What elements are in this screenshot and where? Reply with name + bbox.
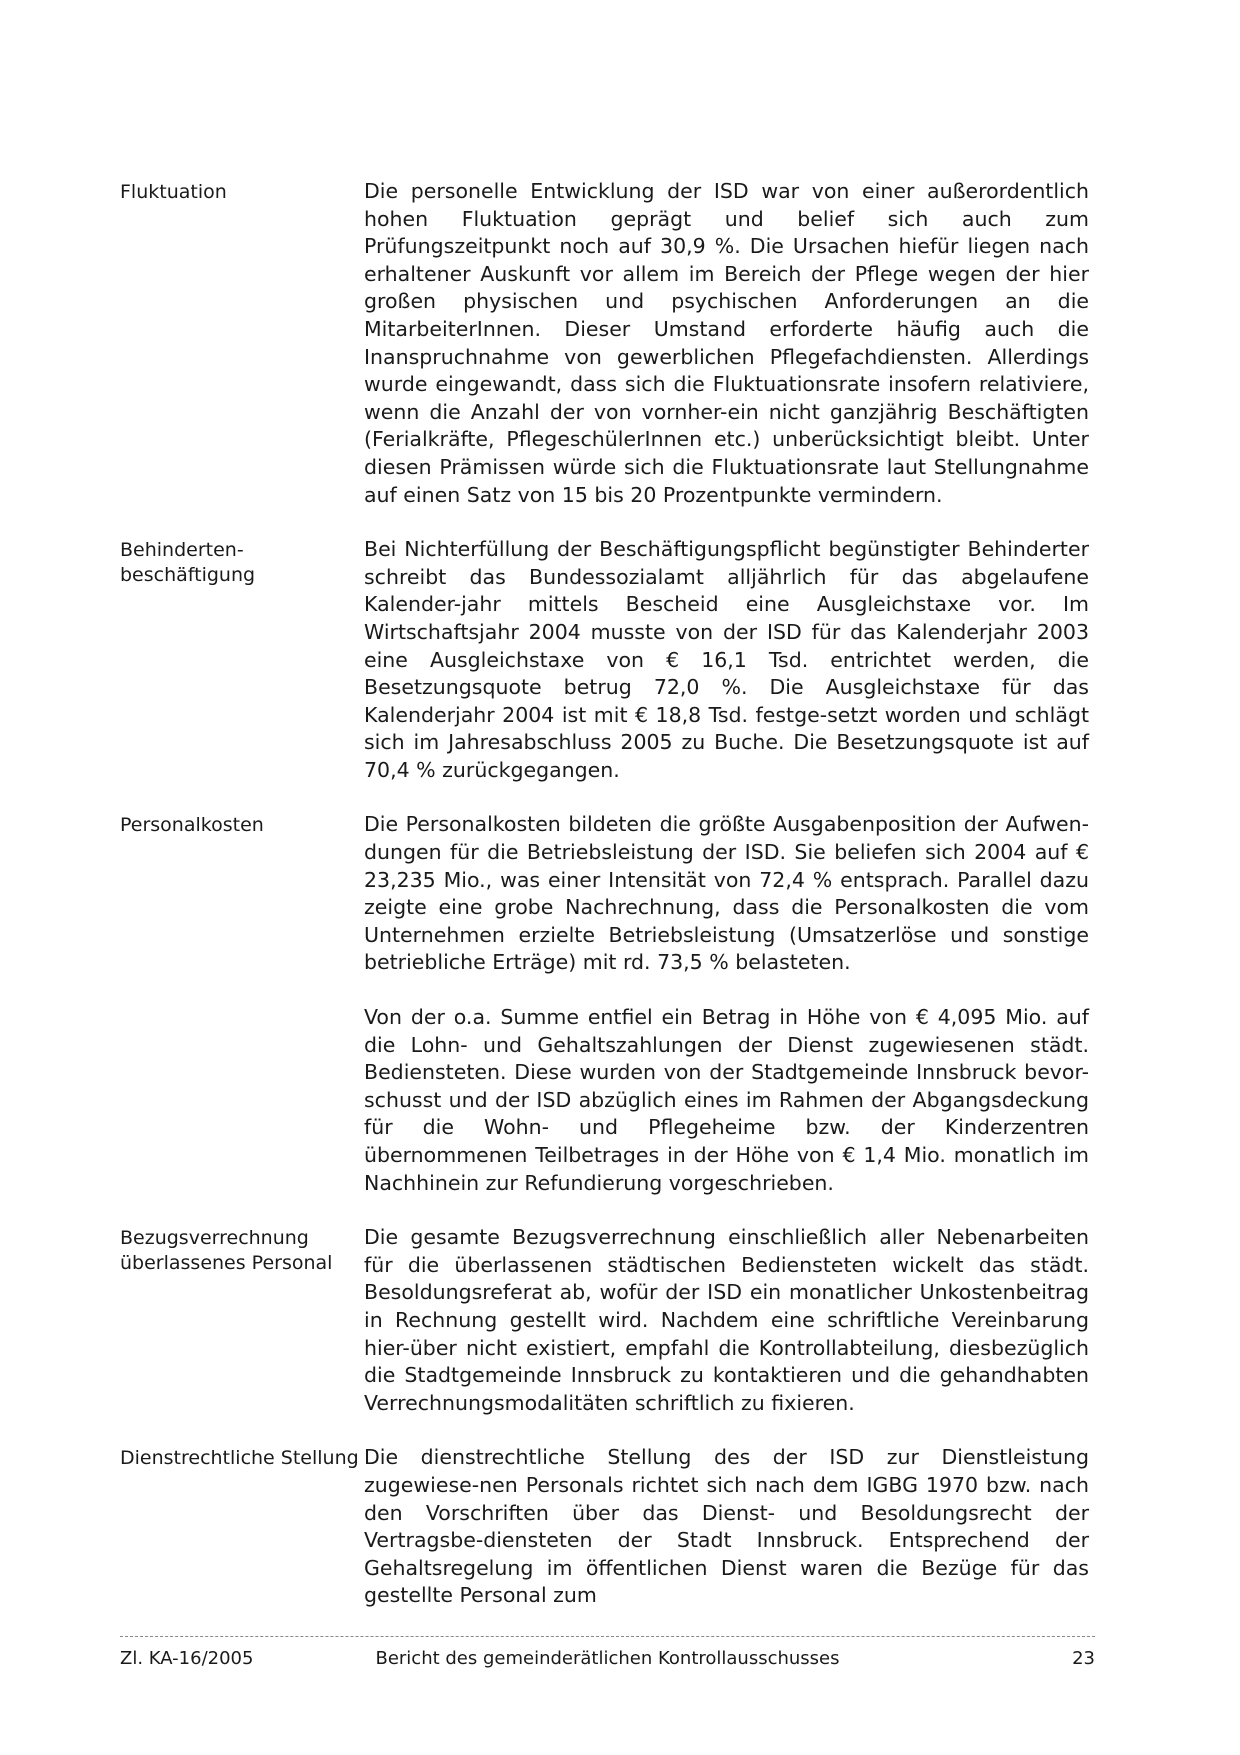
side-label-line: überlassenes Personal <box>120 1252 333 1275</box>
page-number: 23 <box>1072 1648 1095 1669</box>
paragraph: Bei Nichterfüllung der Beschäftigungspflicht begünstigter Behinderter schreibt das Bundessozialamt alljährlich für das abgelaufene Kalender-jahr mittels Bescheid eine Ausgleichstaxe vor. Im Wirtschaftsjahr 2004 musste von der ISD für das Kalenderjahr 2003 eine Ausgleichstaxe von € 16,1 Tsd. entrichtet werden, die Besetzungsquote betrug 72,0 %. Die Ausgleichstaxe für das Kalenderjahr 2004 ist mit € 18,8 Tsd. festge-setzt worden und schlägt sich im Jahresabschluss 2005 zu Buche. Die Besetzungsquote ist auf 70,4 % zurückgegangen. <box>364 537 1089 782</box>
side-label-line: Behinderten- <box>120 539 244 562</box>
section-body <box>364 1224 1089 1417</box>
section-behindertenbeschaeftigung <box>120 536 1095 784</box>
side-label-fluktuation <box>120 178 364 205</box>
paragraph: Die personelle Entwicklung der ISD war von einer außerordentlich hohen Fluktuation geprägt und belief sich auch zum Prüfungszeitpunkt noch auf 30,9 %. Die Ursachen hiefür liegen nach erhaltener Auskunft vor allem im Bereich der Pflege wegen der hier großen physischen und psychischen Anforderungen an die MitarbeiterInnen. Dieser Umstand erforderte häufig auch die Inanspruchnahme von gewerblichen Pflegefachdiensten. Allerdings wurde eingewandt, dass sich die Fluktuationsrate insofern relativiere, wenn die Anzahl der von vornher-ein nicht ganzjährig Beschäftigten (Ferialkräfte, PflegeschülerInnen etc.) unberücksichtigt bleibt. Unter diesen Prämissen würde sich die Fluktuationsrate laut Stellungnahme auf einen Satz von 15 bis 20 Prozentpunkte vermindern. <box>364 179 1089 507</box>
section-bezugsverrechnung <box>120 1224 1095 1417</box>
section-fluktuation <box>120 178 1095 509</box>
side-label-behindertenbeschaeftigung <box>120 536 364 588</box>
side-label-line: beschäftigung <box>120 564 256 587</box>
footer-title: Bericht des gemeinderätlichen Kontrollausschusses <box>375 1648 840 1669</box>
footer-divider <box>120 1636 1095 1637</box>
side-label-text: Fluktuation <box>120 181 227 203</box>
side-label-personalkosten <box>120 811 364 838</box>
paragraph: Die gesamte Bezugsverrechnung einschließlich aller Nebenarbeiten für die überlassenen städtischen Bediensteten wickelt das städt. Besoldungsreferat ab, wofür der ISD ein monatlicher Unkostenbeitrag in Rechnung gestellt wird. Nachdem eine schriftliche Vereinbarung hier-über nicht existiert, empfahl die Kontrollabteilung, diesbezüglich die Stadtgemeinde Innsbruck zu kontaktieren und die gehandhabten Verrechnungsmodalitäten schriftlich zu fixieren. <box>364 1225 1089 1415</box>
paragraph: Die Personalkosten bildeten die größte Ausgabenposition der Aufwen-dungen für die Betriebsleistung der ISD. Sie beliefen sich 2004 auf € 23,235 Mio., was einer Intensität von 72,4 % entsprach. Parallel dazu zeigte eine grobe Nachrechnung, dass die Personalkosten die vom Unternehmen erzielte Betriebsleistung (Umsatzerlöse und sonstige betriebliche Erträge) mit rd. 73,5 % belasteten. <box>364 812 1089 975</box>
side-label-bezugsverrechnung <box>120 1224 364 1276</box>
section-dienstrechtliche-stellung <box>120 1444 1095 1610</box>
section-body <box>364 811 1089 1197</box>
side-label-line: Bezugsverrechnung <box>120 1227 309 1250</box>
side-label-text: Personalkosten <box>120 814 264 837</box>
paragraph: Die dienstrechtliche Stellung des der ISD zur Dienstleistung zugewiese-nen Personals richtet sich nach dem IGBG 1970 bzw. nach den Vorschriften über das Dienst- und Besoldungsrecht der Vertragsbe-diensteten der Stadt Innsbruck. Entsprechend der Gehaltsregelung im öffentlichen Dienst waren die Bezüge für das gestellte Personal zum <box>364 1445 1089 1608</box>
section-personalkosten <box>120 811 1095 1197</box>
section-body <box>364 178 1089 509</box>
page-content <box>120 178 1095 1637</box>
footer-reference: Zl. KA-16/2005 <box>120 1648 254 1669</box>
paragraph: Von der o.a. Summe entfiel ein Betrag in Höhe von € 4,095 Mio. auf die Lohn- und Gehaltszahlungen der Dienst zugewiesenen städt. Bediensteten. Diese wurden von der Stadtgemeinde Innsbruck bevor-schusst und der ISD abzüglich eines im Rahmen der Abgangsdeckung für die Wohn- und Pflegeheime bzw. der Kinderzentren übernommenen Teilbetrages in der Höhe von € 1,4 Mio. monatlich im Nachhinein zur Refundierung vorgeschrieben. <box>364 1005 1089 1195</box>
side-label-text: Dienstrechtliche Stellung <box>120 1447 359 1470</box>
side-label-dienstrechtliche-stellung <box>120 1444 364 1471</box>
section-body <box>364 536 1089 784</box>
page-footer <box>120 1648 1095 1674</box>
section-body <box>364 1444 1089 1610</box>
